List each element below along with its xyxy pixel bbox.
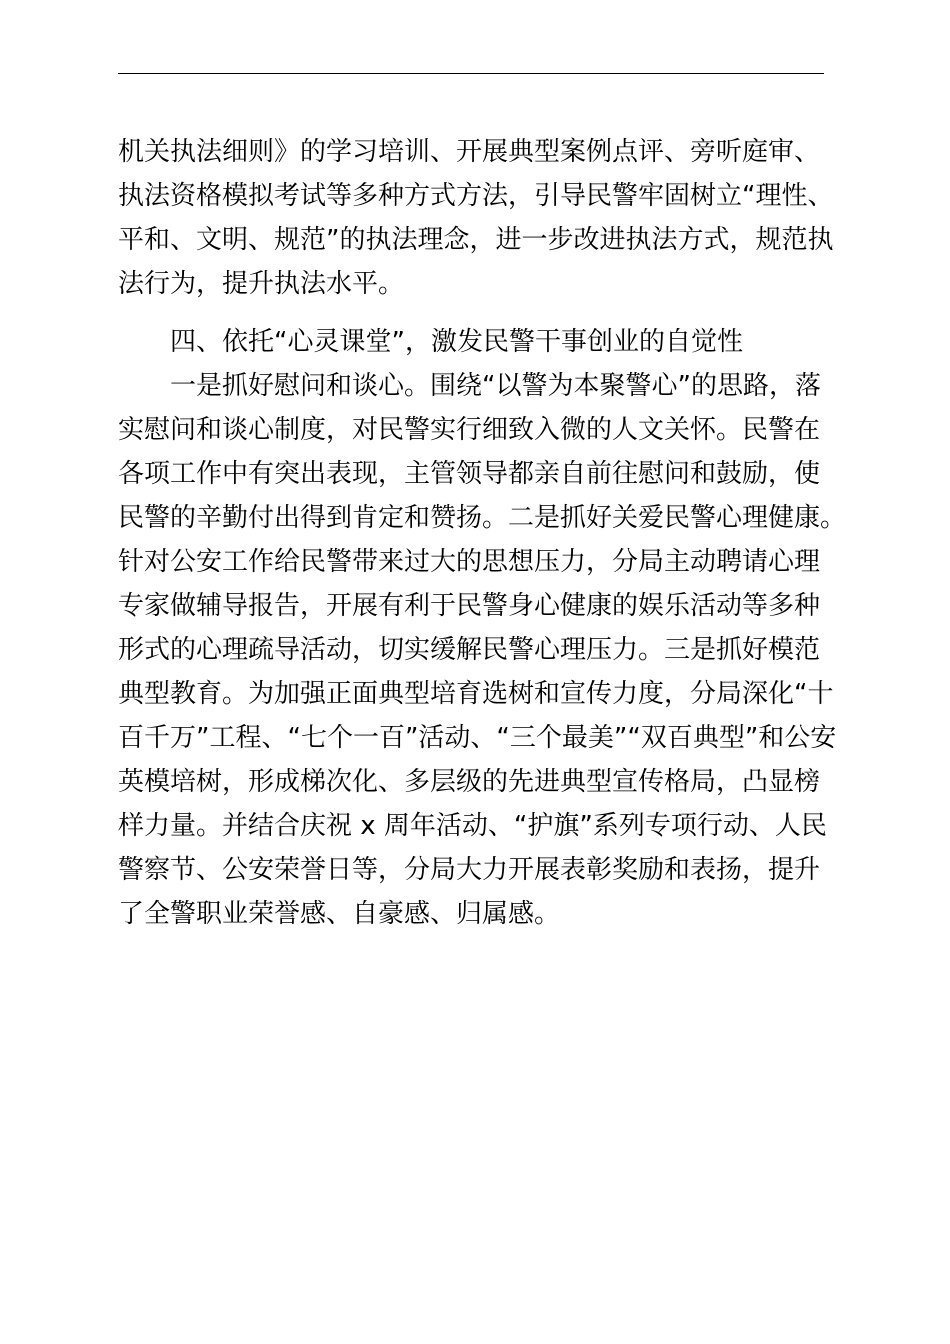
text-line: 法行为，提升执法水平。: [118, 269, 405, 299]
text-line: 针对公安工作给民警带来过大的思想压力，分局主动聘请心理: [118, 547, 821, 577]
text-line: 执法资格模拟考试等多种方式方法，引导民警牢固树立“理性、: [118, 181, 834, 211]
paragraph-first-line: 一是抓好慰问和谈心。围绕“以警为本聚警心”的思路，落: [170, 371, 821, 401]
text-line: 机关执法细则》的学习培训、开展典型案例点评、旁听庭审、: [118, 137, 821, 167]
text-line: 各项工作中有突出表现，主管领导都亲自前往慰问和鼓励，使: [118, 459, 821, 489]
text-line: 平和、文明、规范”的执法理念，进一步改进执法方式，规范执: [118, 225, 834, 255]
text-line: 典型教育。为加强正面典型培育选树和宣传力度，分局深化“十: [118, 679, 834, 709]
text-line: 警察节、公安荣誉日等，分局大力开展表彰奖励和表扬，提升: [118, 855, 821, 885]
text-line: 百千万”工程、“七个一百”活动、“三个最美”“双百典型”和公安: [118, 723, 837, 753]
text-line: 民警的辛勤付出得到肯定和赞扬。二是抓好关爱民警心理健康。: [118, 503, 847, 533]
text-line: 英模培树，形成梯次化、多层级的先进典型宣传格局，凸显榜: [118, 767, 821, 797]
section-heading: 四、依托“心灵课堂”，激发民警干事创业的自觉性: [170, 327, 743, 357]
header-rule: [118, 73, 824, 74]
text-line: 专家做辅导报告，开展有利于民警身心健康的娱乐活动等多种: [118, 591, 821, 621]
text-line: 形式的心理疏导活动，切实缓解民警心理压力。三是抓好模范: [118, 635, 821, 665]
text-line: 实慰问和谈心制度，对民警实行细致入微的人文关怀。民警在: [118, 415, 821, 445]
text-line: 了全警职业荣誉感、自豪感、归属感。: [118, 899, 561, 929]
text-line: 样力量。并结合庆祝 x 周年活动、“护旗”系列专项行动、人民: [118, 811, 827, 841]
